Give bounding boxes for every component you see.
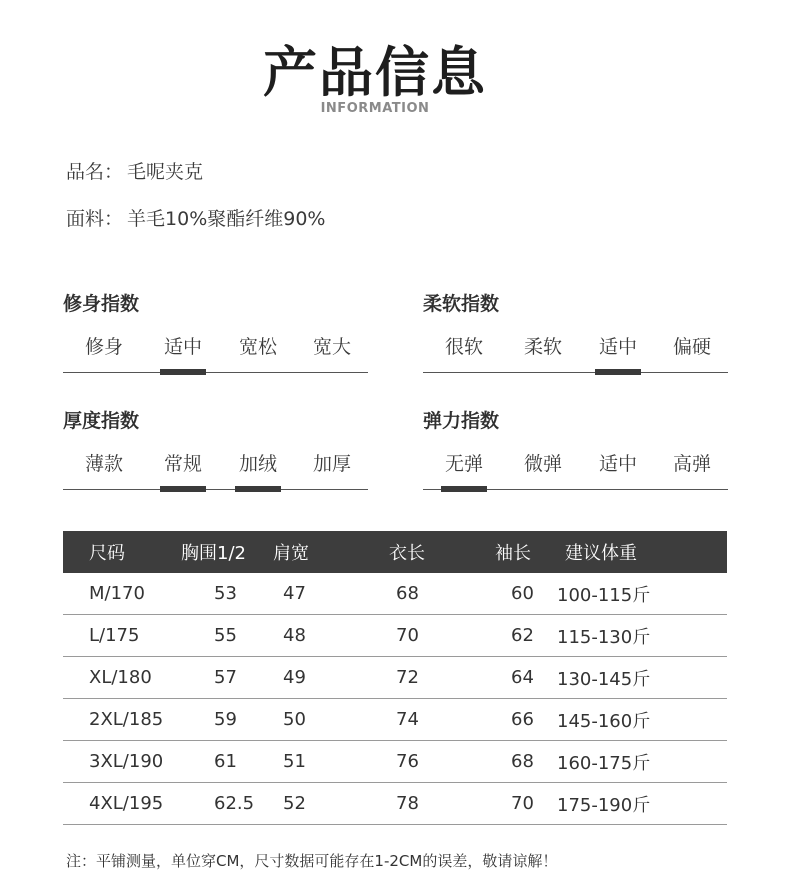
elasticity-index (423, 407, 728, 493)
cell-shoulder: 47 (271, 573, 363, 615)
cell-size: XL/180 (63, 657, 181, 699)
cell-sleeve: 68 (469, 741, 547, 783)
scale-line (63, 372, 368, 373)
softness-index (423, 290, 728, 376)
cell-shoulder: 49 (271, 657, 363, 699)
size-table-header (63, 531, 727, 573)
scale-option: 加绒 (238, 453, 277, 475)
scale-option: 修身 (84, 336, 123, 358)
product-name-value: 毛呢夹克 (127, 161, 204, 183)
scale-option: 无弹 (444, 453, 483, 475)
cell-length: 68 (363, 573, 469, 615)
table-row (63, 783, 727, 825)
cell-chest: 53 (181, 573, 271, 615)
table-row (63, 657, 727, 699)
header-size: 尺码 (63, 531, 181, 573)
cell-length: 74 (363, 699, 469, 741)
cell-length: 76 (363, 741, 469, 783)
table-row (63, 699, 727, 741)
fit-index (63, 290, 368, 376)
fit-index-scale (63, 334, 368, 376)
scale-option: 柔软 (523, 336, 562, 358)
cell-weight: 160-175斤 (547, 741, 727, 783)
scale-option: 宽大 (312, 336, 351, 358)
fabric-line (66, 204, 325, 231)
cell-size: L/175 (63, 615, 181, 657)
scale-line (423, 372, 728, 373)
scale-option: 适中 (598, 336, 637, 358)
fit-index-title: 修身指数 (63, 293, 140, 315)
cell-length: 72 (363, 657, 469, 699)
size-table (63, 531, 727, 825)
cell-shoulder: 52 (271, 783, 363, 825)
cell-sleeve: 64 (469, 657, 547, 699)
scale-option: 常规 (163, 453, 202, 475)
cell-chest: 61 (181, 741, 271, 783)
scale-option: 微弹 (523, 453, 562, 475)
scale-option: 偏硬 (672, 336, 711, 358)
fabric-value: 羊毛10%聚酯纤维90% (127, 208, 326, 230)
cell-chest: 59 (181, 699, 271, 741)
softness-index-scale (423, 334, 728, 376)
scale-option: 适中 (598, 453, 637, 475)
selected-marker (235, 486, 281, 492)
fabric-label: 面料： (66, 208, 124, 230)
selected-marker (160, 369, 206, 375)
selected-marker (160, 486, 206, 492)
thickness-index (63, 407, 368, 493)
cell-length: 70 (363, 615, 469, 657)
elasticity-index-title: 弹力指数 (423, 410, 500, 432)
cell-size: M/170 (63, 573, 181, 615)
cell-weight: 130-145斤 (547, 657, 727, 699)
product-name-label: 品名： (66, 161, 124, 183)
scale-option: 高弹 (672, 453, 711, 475)
page-title: 产品信息 (263, 41, 487, 104)
cell-size: 4XL/195 (63, 783, 181, 825)
cell-sleeve: 66 (469, 699, 547, 741)
table-row (63, 741, 727, 783)
cell-chest: 62.5 (181, 783, 271, 825)
scale-option: 适中 (163, 336, 202, 358)
cell-size: 2XL/185 (63, 699, 181, 741)
cell-weight: 100-115斤 (547, 573, 727, 615)
measurement-note: 注：平铺测量，单位穿CM，尺寸数据可能存在1-2CM的误差，敬请谅解！ (66, 852, 558, 870)
table-row (63, 615, 727, 657)
cell-chest: 55 (181, 615, 271, 657)
product-name-line (66, 157, 203, 184)
cell-sleeve: 70 (469, 783, 547, 825)
cell-weight: 175-190斤 (547, 783, 727, 825)
header-chest: 胸围1/2 (181, 531, 271, 573)
header-shoulder: 肩宽 (271, 531, 363, 573)
cell-sleeve: 60 (469, 573, 547, 615)
scale-line (63, 489, 368, 490)
table-row (63, 573, 727, 615)
cell-shoulder: 48 (271, 615, 363, 657)
scale-option: 薄款 (84, 453, 123, 475)
thickness-index-title: 厚度指数 (63, 410, 140, 432)
cell-shoulder: 50 (271, 699, 363, 741)
scale-option: 加厚 (312, 453, 351, 475)
header-weight: 建议体重 (547, 531, 727, 573)
softness-index-title: 柔软指数 (423, 293, 500, 315)
elasticity-index-scale (423, 451, 728, 493)
header-sleeve: 袖长 (469, 531, 547, 573)
cell-weight: 145-160斤 (547, 699, 727, 741)
cell-shoulder: 51 (271, 741, 363, 783)
cell-sleeve: 62 (469, 615, 547, 657)
thickness-index-scale (63, 451, 368, 493)
cell-chest: 57 (181, 657, 271, 699)
selected-marker (595, 369, 641, 375)
cell-length: 78 (363, 783, 469, 825)
scale-option: 宽松 (238, 336, 277, 358)
selected-marker (441, 486, 487, 492)
page-subtitle: INFORMATION (320, 101, 430, 116)
cell-size: 3XL/190 (63, 741, 181, 783)
cell-weight: 115-130斤 (547, 615, 727, 657)
scale-option: 很软 (444, 336, 483, 358)
header-length: 衣长 (363, 531, 469, 573)
